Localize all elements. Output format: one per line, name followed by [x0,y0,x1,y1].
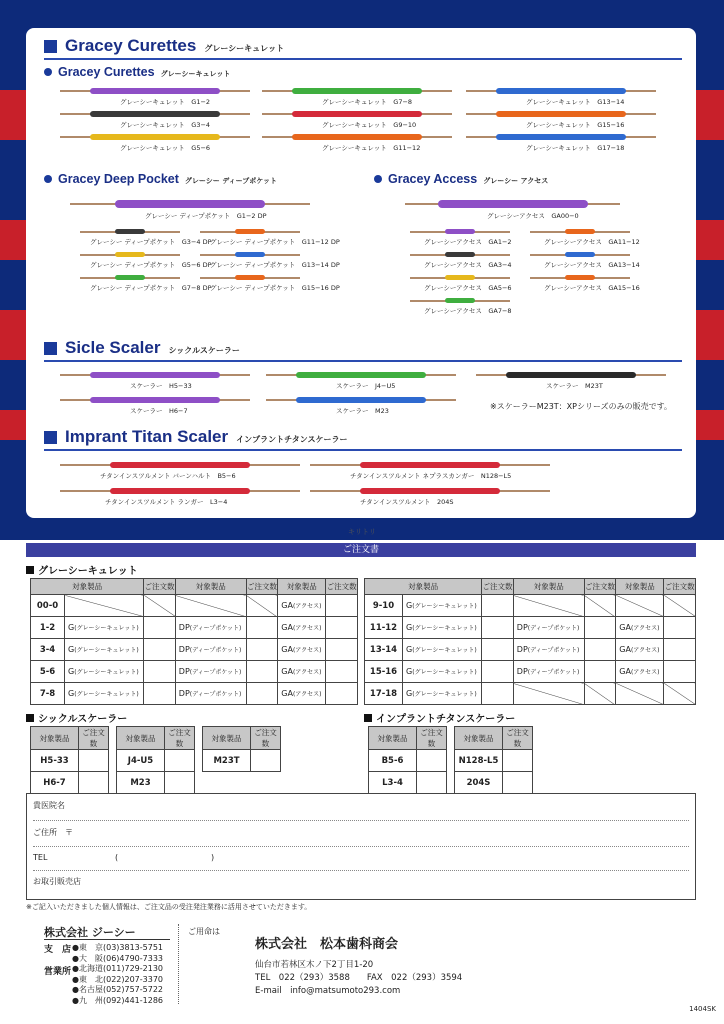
quantity-cell[interactable] [79,772,109,794]
instrument-handle [496,88,626,94]
gracey-main-heading [44,36,284,56]
deep-pocket-curette [200,227,300,236]
heading-en: Gracey Curettes [58,65,155,79]
quantity-cell[interactable] [326,617,358,639]
round-bullet-icon [44,175,52,183]
office-label: 営業所 [44,967,72,977]
instrument-label: グレーシーキュレット G15−16 [526,121,625,129]
instrument-handle [115,229,145,234]
instrument-handle [360,462,500,468]
gracey-curette [262,86,452,96]
instrument-handle [115,252,145,257]
product-code: B5-6 [369,750,417,772]
quantity-cell[interactable] [326,595,358,617]
product-cell: GA(アクセス) [616,661,664,683]
deep-pocket-curette [200,250,300,259]
quantity-cell[interactable] [246,661,278,683]
product-cell: G(グレーシーキュレット) [65,639,144,661]
access-curette [410,296,510,305]
sickle-scaler [60,395,250,405]
instrument-handle [296,397,426,403]
instrument-label: チタンインスツルメント 204S [360,498,454,506]
access-curette [530,273,630,282]
instrument-label: スケーラー H5−33 [130,382,192,390]
instrument-label: グレーシー ディープポケット G5−6 DP [90,261,212,269]
square-bullet-icon [44,431,57,444]
instrument-label: グレーシーアクセス GA7−8 [424,307,512,315]
branch-phone: ●東 北(022)207-3370 [72,974,164,984]
product-cell: GA(アクセス) [616,617,664,639]
access-curette [405,198,620,210]
sickle-order-table [30,726,109,794]
instrument-handle [360,488,500,494]
instrument-label: チタンインスツルメント バーンハルト B5−6 [100,472,236,480]
product-code: N128-L5 [455,750,503,772]
quantity-column-header: ご注文数 [144,579,176,595]
product-code: 204S [455,772,503,794]
product-column-header: 対象製品 [369,727,417,750]
instrument-label: グレーシーアクセス GA00−0 [487,212,579,220]
heading-jp: インプラントチタンスケーラー [236,435,348,444]
quantity-column-header: ご注文数 [251,727,281,750]
gracey-curette [466,132,656,142]
instrument-label: スケーラー M23 [336,407,389,415]
product-cell [616,595,664,617]
instrument-handle [292,111,422,117]
size-code: 11-12 [365,617,403,639]
product-cell: G(グレーシーキュレット) [65,617,144,639]
size-code: 3-4 [31,639,65,661]
deep-pocket-curette [80,227,180,236]
heading-en: Gracey Curettes [65,36,197,55]
instrument-label: グレーシーアクセス GA15−16 [544,284,640,292]
quantity-cell[interactable] [417,750,447,772]
instrument-handle [445,298,475,303]
table-row [117,750,195,772]
instrument-handle [565,275,595,280]
table-row [455,772,533,794]
sickle-scaler [266,370,456,380]
product-cell: GA(アクセス) [278,683,326,705]
instrument-label: グレーシー ディープポケット G11−12 DP [210,238,340,246]
quantity-cell[interactable] [482,683,514,705]
quantity-cell [664,683,696,705]
tel-label: TEL [33,853,48,862]
quantity-column-header: ご注文数 [482,579,514,595]
quantity-column-header: ご注文数 [246,579,278,595]
table-row [203,750,281,772]
document-code: 1404SK [689,1005,716,1013]
quantity-cell[interactable] [144,639,176,661]
quantity-column-header: ご注文数 [79,727,109,750]
instrument-label: グレーシーキュレット G17−18 [526,144,625,152]
heading-en: Imprant Titan Scaler [65,427,229,446]
quantity-column-header: ご注文数 [584,579,616,595]
instrument-label: グレーシーキュレット G7−8 [322,98,413,106]
round-bullet-icon [44,68,52,76]
instrument-label: グレーシーキュレット G1−2 [120,98,211,106]
gracey-order-table-left [30,578,358,705]
dealer-address: 仙台市若林区木ノ下2丁目1-20 [255,960,374,970]
instrument-label: グレーシーアクセス GA5−6 [424,284,512,292]
instrument-label: グレーシー ディープポケット G15−16 DP [210,284,340,292]
quantity-cell[interactable] [664,639,696,661]
order-form-title: ご注文書 [26,543,696,557]
deep-pocket-curette [70,198,310,210]
square-bullet-icon [44,40,57,53]
gracey-curette [466,86,656,96]
table-row [31,772,109,794]
instrument-handle [506,372,636,378]
instrument-handle [292,88,422,94]
deep-pocket-curette [80,273,180,282]
instrument-handle [235,229,265,234]
quantity-cell[interactable] [144,617,176,639]
product-code: H5-33 [31,750,79,772]
instrument-handle [90,397,220,403]
product-code: M23T [203,750,251,772]
table-row [365,661,696,683]
access-curette [410,250,510,259]
quantity-cell [246,595,278,617]
dealer-phone: TEL 022（293）3588 FAX 022（293）3594 [255,973,463,983]
quantity-cell[interactable] [482,639,514,661]
dealer-name: 株式会社 松本歯科商会 [255,937,399,952]
quantity-cell[interactable] [503,772,533,794]
product-code: M23 [117,772,165,794]
instrument-handle [90,88,220,94]
instrument-label: チタンインスツルメント ランガー L3−4 [105,498,228,506]
product-column-header: 対象製品 [175,579,246,595]
table-row [365,595,696,617]
branch-phone: ●九 州(092)441-1286 [72,995,164,1005]
instrument-label: グレーシーキュレット G13−14 [526,98,625,106]
quantity-cell[interactable] [144,661,176,683]
gracey-curette [60,86,250,96]
quantity-cell[interactable] [246,639,278,661]
product-cell: GA(アクセス) [278,661,326,683]
titan-scaler [60,460,300,470]
product-cell: GA(アクセス) [278,639,326,661]
product-column-header: 対象製品 [203,727,251,750]
sickle-order-table [202,726,281,772]
cut-line-label: キリトリ [348,528,376,536]
table-row [117,772,195,794]
table-row [31,683,358,705]
heading-en: Gracey Access [388,172,478,186]
tel-open-paren: ( [115,853,119,862]
product-cell: G(グレーシーキュレット) [403,595,482,617]
product-cell: DP(ディープポケット) [513,639,584,661]
size-code: 15-16 [365,661,403,683]
manufacturer-name: 株式会社 ジーシー [44,926,136,939]
instrument-handle [235,275,265,280]
instrument-handle [90,372,220,378]
product-code: H6-7 [31,772,79,794]
product-cell [616,683,664,705]
size-code: 13-14 [365,639,403,661]
product-cell: DP(ディープポケット) [175,617,246,639]
gracey-curette [262,132,452,142]
deep-pocket-heading [44,172,277,186]
instrument-handle [115,275,145,280]
customer-info-box [26,793,696,900]
size-code: 00-0 [31,595,65,617]
product-cell [175,595,246,617]
size-code: 9-10 [365,595,403,617]
instrument-label: グレーシーキュレット G3−4 [120,121,211,129]
gracey-curette [262,109,452,119]
sickle-scaler [476,370,666,380]
deep-pocket-curette [80,250,180,259]
heading-jp: グレーシーキュレット [204,44,285,53]
product-cell: G(グレーシーキュレット) [403,639,482,661]
instrument-label: スケーラー M23T [546,382,603,390]
quantity-cell[interactable] [165,772,195,794]
gracey-curette [60,109,250,119]
quantity-column-header: ご注文数 [664,579,696,595]
product-column-header: 対象製品 [455,727,503,750]
address-label: ご住所 〒 [33,828,73,837]
quantity-cell[interactable] [144,683,176,705]
titan-heading [44,427,348,447]
product-column-header: 対象製品 [31,579,144,595]
branch-phone: ●大 阪(06)4790-7333 [72,953,164,963]
instrument-handle [115,200,265,208]
deep-pocket-curette [200,273,300,282]
dealer-label: お取引販売店 [33,877,81,886]
access-curette [530,250,630,259]
tel-close-paren: ) [211,853,215,862]
instrument-label: グレーシーアクセス GA3−4 [424,261,512,269]
sickle-scaler [266,395,456,405]
quantity-column-header: ご注文数 [165,727,195,750]
instrument-label: グレーシー ディープポケット G3−4 DP [90,238,212,246]
instrument-handle [292,134,422,140]
product-cell: DP(ディープポケット) [513,617,584,639]
table-row [365,683,696,705]
underline [44,939,170,940]
product-cell: GA(アクセス) [616,639,664,661]
quantity-cell[interactable] [584,661,616,683]
instrument-label: グレーシーキュレット G11−12 [322,144,421,152]
divider-rule [44,360,682,362]
round-bullet-icon [374,175,382,183]
table-row [31,617,358,639]
instrument-label: グレーシーキュレット G5−6 [120,144,211,152]
product-cell: G(グレーシーキュレット) [65,683,144,705]
square-bullet-icon [44,342,57,355]
instrument-label: スケーラー J4−U5 [336,382,396,390]
size-code: 17-18 [365,683,403,705]
quantity-cell[interactable] [326,639,358,661]
heading-en: Sicle Scaler [65,338,161,357]
branch-phone: ●名古屋(052)757-5722 [72,985,164,994]
instrument-label: グレーシーキュレット G9−10 [322,121,417,129]
quantity-cell[interactable] [79,750,109,772]
quantity-column-header: ご注文数 [326,579,358,595]
instrument-label: スケーラー H6−7 [130,407,188,415]
quantity-cell [664,595,696,617]
product-cell: DP(ディープポケット) [513,661,584,683]
access-curette [410,273,510,282]
sicle-heading [44,338,240,358]
instrument-label: グレーシー ディープポケット G7−8 DP [90,284,212,292]
product-cell: DP(ディープポケット) [175,683,246,705]
quantity-cell[interactable] [664,661,696,683]
quantity-cell[interactable] [417,772,447,794]
instrument-label: グレーシーアクセス GA11−12 [544,238,640,246]
table-row [455,750,533,772]
instrument-handle [90,111,220,117]
quantity-cell[interactable] [584,617,616,639]
quantity-cell[interactable] [584,639,616,661]
dotted-line [33,820,689,821]
product-cell: GA(アクセス) [278,595,326,617]
gracey-curette [60,132,250,142]
product-column-header: 対象製品 [31,727,79,750]
product-column-header: 対象製品 [278,579,326,595]
product-cell: GA(アクセス) [278,617,326,639]
gracey-form-section-title: グレーシーキュレット [26,562,138,577]
product-code: L3-4 [369,772,417,794]
table-row [369,772,447,794]
divider-rule [44,449,682,451]
quantity-cell[interactable] [482,595,514,617]
quantity-cell[interactable] [251,750,281,772]
product-column-header: 対象製品 [117,727,165,750]
product-cell [513,683,584,705]
size-code: 5-6 [31,661,65,683]
access-curette [530,227,630,236]
access-curette [410,227,510,236]
instrument-label: グレーシーアクセス GA1−2 [424,238,512,246]
titan-scaler [310,460,550,470]
quantity-cell[interactable] [246,683,278,705]
size-code: 1-2 [31,617,65,639]
product-column-header: 対象製品 [616,579,664,595]
titan-scaler [60,486,300,496]
table-row [31,639,358,661]
sickle-order-table [116,726,195,794]
square-bullet-icon [26,714,34,722]
quantity-cell[interactable] [503,750,533,772]
quantity-cell[interactable] [664,617,696,639]
table-row [31,750,109,772]
instrument-handle [496,134,626,140]
instrument-handle [445,275,475,280]
product-cell [65,595,144,617]
instrument-handle [496,111,626,117]
product-code: J4-U5 [117,750,165,772]
instrument-handle [445,252,475,257]
instrument-label: グレーシー ディープポケット G13−14 DP [210,261,340,269]
access-heading [374,172,548,186]
table-row [365,617,696,639]
sickle-scaler [60,370,250,380]
instrument-handle [296,372,426,378]
dotted-line [33,870,689,871]
quantity-cell[interactable] [246,617,278,639]
quantity-cell [584,683,616,705]
product-cell: G(グレーシーキュレット) [403,617,482,639]
quantity-cell[interactable] [326,661,358,683]
instrument-handle [438,200,588,208]
instrument-label: グレーシー ディープポケット G1−2 DP [145,212,267,220]
quantity-cell [584,595,616,617]
instrument-handle [110,462,250,468]
branch-label: 支 店 [44,945,72,955]
instrument-handle [565,252,595,257]
product-column-header: 対象製品 [365,579,482,595]
quantity-cell [144,595,176,617]
quantity-cell[interactable] [326,683,358,705]
titan-scaler [310,486,550,496]
gracey-sub-heading [44,65,230,79]
quantity-column-header: ご注文数 [503,727,533,750]
product-cell: DP(ディープポケット) [175,639,246,661]
clinic-name-label: 貴医院名 [33,801,65,810]
implant-order-table [454,726,533,794]
quantity-cell[interactable] [482,661,514,683]
instrument-handle [565,229,595,234]
branch-phone: ●東 京(03)3813-5751 [72,943,164,952]
table-row [31,595,358,617]
instrument-handle [90,134,220,140]
instrument-label: チタンインスツルメント ネプラスカンガー N128−L5 [350,472,512,480]
heading-jp: グレーシーキュレット [160,70,231,78]
instrument-handle [235,252,265,257]
privacy-note: ※ご記入いただきました個人情報は、ご注文品の受注発注業務に活用させていただきます。 [26,903,312,911]
heading-jp: グレーシー ディープポケット [184,177,277,185]
product-cell: G(グレーシーキュレット) [403,661,482,683]
size-code: 7-8 [31,683,65,705]
instrument-handle [110,488,250,494]
square-bullet-icon [364,714,372,722]
heading-jp: グレーシー アクセス [483,177,549,185]
table-row [365,639,696,661]
product-cell [513,595,584,617]
sickle-form-section-title: シックルスケーラー [26,710,127,725]
branch-phone: ●北海道(011)729-2130 [72,964,164,973]
order-label: ご用命は [188,927,220,936]
sicle-note: ※スケーラーM23T：XPシリーズのみの販売です。 [490,402,672,411]
product-cell: DP(ディープポケット) [175,661,246,683]
table-row [31,661,358,683]
dealer-email: E-mail info@matsumoto293.com [255,986,401,996]
implant-order-table [368,726,447,794]
gracey-order-table-right [364,578,696,705]
footer-divider [178,924,179,1004]
gracey-curette [466,109,656,119]
square-bullet-icon [26,566,34,574]
quantity-cell[interactable] [165,750,195,772]
heading-jp: シックルスケーラー [168,346,240,355]
dotted-line [33,846,689,847]
implant-form-section-title: インプラントチタンスケーラー [364,710,515,725]
product-column-header: 対象製品 [513,579,584,595]
instrument-label: グレーシーアクセス GA13−14 [544,261,640,269]
divider-rule [44,58,682,60]
product-cell: G(グレーシーキュレット) [65,661,144,683]
product-cell: G(グレーシーキュレット) [403,683,482,705]
quantity-column-header: ご注文数 [417,727,447,750]
instrument-handle [445,229,475,234]
quantity-cell[interactable] [482,617,514,639]
heading-en: Gracey Deep Pocket [58,172,179,186]
table-row [369,750,447,772]
